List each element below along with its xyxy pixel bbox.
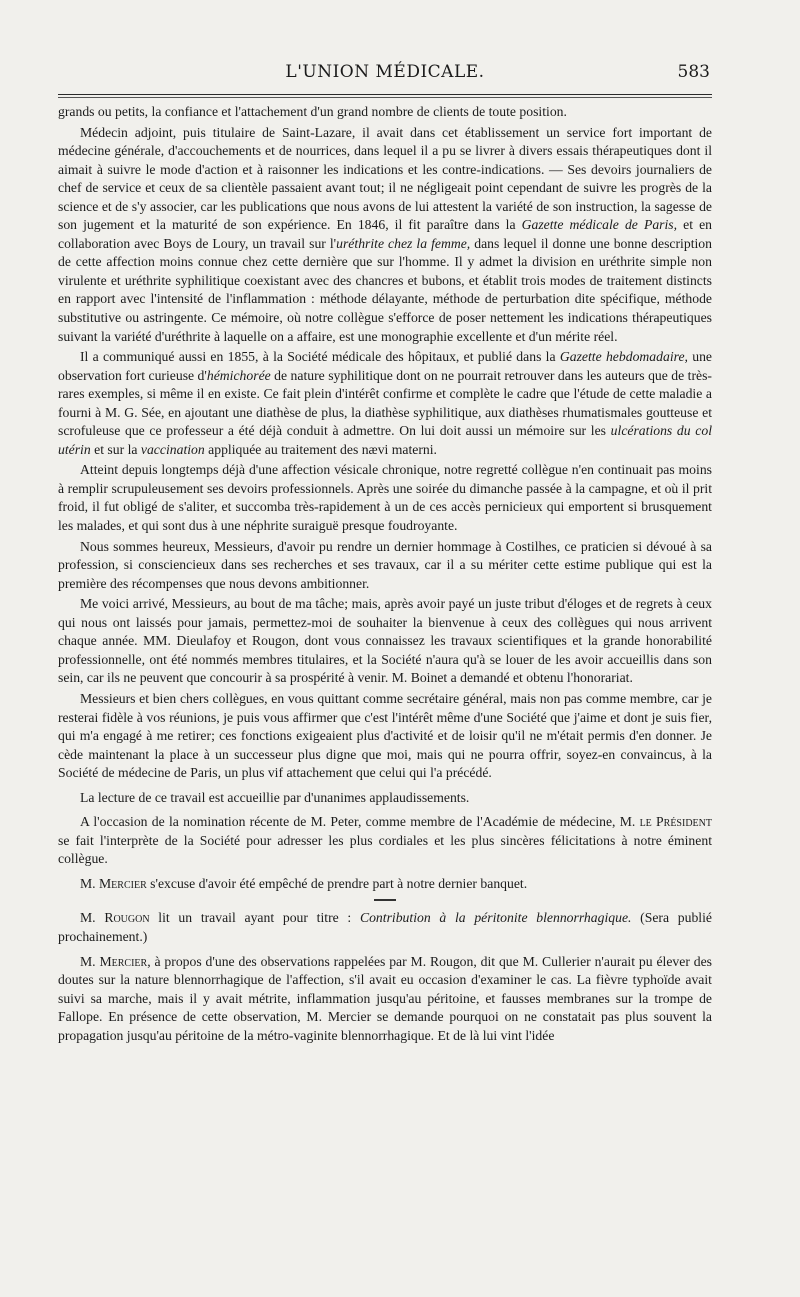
paragraph: Atteint depuis longtemps déjà d'une affection vésicale chronique, notre regretté collègue n'en continuait pas moins à remplir scrupuleusement ses devoirs professionnels. Après une soirée du dimanche passée à la campagne, et où il prit froid, il fut obligé de s'aliter, et succomba très-rapidement à un de ces accès pernicieux qui emportent si brusquement les malades, et qui sont dus à une néphrite suraiguë presque foudroyante.	[58, 462, 712, 534]
paragraph: Nous sommes heureux, Messieurs, d'avoir pu rendre un dernier hommage à Costilhes, ce praticien si dévoué à sa profession, si consciencieux dans ses recherches et ses travaux, car il a su mériter cette estime publique qui est la première des récompenses que nous devons ambitionner.	[58, 538, 712, 591]
body-text	[58, 103, 712, 1047]
paragraph: M. Mercier s'excuse d'avoir été empêché de prendre part à notre dernier banquet.	[80, 875, 528, 891]
paragraph: A l'occasion de la nomination récente de M. Peter, comme membre de l'Académie de médecine, M. le Président se fait l'interprète de la Société pour adresser les plus cordiales et les plus sincères félicitations à notre éminent collègue.	[58, 814, 712, 867]
header-rule-thin	[58, 97, 712, 98]
page-number: 583	[677, 62, 710, 82]
paragraph: grands ou petits, la confiance et l'attachement d'un grand nombre de clients de toute position.	[58, 104, 567, 119]
paragraph: Messieurs et bien chers collègues, en vous quittant comme secrétaire général, mais non pas comme membre, car je resterai fidèle à vos réunions, je puis vous affirmer que c'est l'intérêt même d'une Société que j'aime et dont je suis fier, qui m'a engagé à me retirer; ces fonctions exigeaient plus d'activité et de loisir qu'il ne m'était permis d'en donner. Je cède maintenant la place à un successeur plus digne que moi, mais qui ne pourra offrir, soyez-en convaincus, à la Société de médecine de Paris, un plus vif attachement que celui qui l'a précédé.	[58, 690, 712, 781]
paragraph: Médecin adjoint, puis titulaire de Saint-Lazare, il avait dans cet établissement un service fort important de médecine générale, d'accouchements et de nourrices, dans lequel il a pu se livrer à divers essais thérapeutiques dont il aimait à suivre le mode d'action et à raisonner les indications et les contre-indications. — Ses devoirs journaliers de chef de service et ceux de sa clientèle passaient avant tout; il ne négligeait point cependant de suivre les progrès de la science et de s'y associer, car les publications que nous avons de lui attestent la variété de son instruction, la sagesse de son jugement et la maturité de son expérience. En 1846, il fit paraître dans la Gazette médicale de Paris, et en collaboration avec Boys de Loury, un travail sur l'uréthrite chez la femme, dans lequel il donne une bonne description de cette affection moins connue chez cette dernière que sur l'homme. Il y admet la division en uréthrite simple non virulente et uréthrite syphilitique coexistant avec des chancres et bubons, et établit trois modes de traitement distincts en rapport avec l'intensité de l'inflammation : méthode délayante, méthode de perturbation dite spécifique, méthode substitutive ou astringente. Ce mémoire, où notre collègue s'efforce de poser nettement les indications thérapeutiques suivant la variété d'uréthrite à laquelle on a affaire, est une monographie excellente et d'un mérite réel.	[58, 124, 712, 344]
section-separator	[374, 899, 396, 901]
page-header	[58, 58, 712, 88]
paragraph: M. Rougon lit un travail ayant pour titre : Contribution à la péritonite blennorrhagique. (Sera publié prochainement.)	[58, 910, 712, 944]
paragraph: Me voici arrivé, Messieurs, au bout de ma tâche; mais, après avoir payé un juste tribut d'éloges et de regrets à ceux qui nous ont laissés pour jamais, permettez-moi de souhaiter la bienvenue à ceux des collègues qui nous arrivent chaque année. MM. Dieulafoy et Rougon, dont vous connaissez les travaux scientifiques et la grande honorabilité professionnelle, ont été nommés membres titulaires, et la Société n'aura qu'à se louer de les avoir accueillis dans son sein, car ils ne peuvent que concourir à sa prospérité à venir. M. Boinet a demandé et obtenu l'honorariat.	[58, 596, 712, 686]
running-title: L'UNION MÉDICALE.	[285, 62, 485, 82]
paragraph: Il a communiqué aussi en 1855, à la Société médicale des hôpitaux, et publié dans la Gazette hebdomadaire, une observation fort curieuse d'hémichorée de nature syphilitique dont on ne pourrait retrouver dans les auteurs que de très-rares exemples, si même il en existe. Ce fait plein d'intérêt confirme et complète le cadre que l'étude de cette maladie a fourni à M. G. Sée, en ajoutant une diathèse de plus, la diathèse syphilitique, aux diathèses rhumatismales goutteuse et scrofuleuse que ce professeur a été déjà conduit à admettre. On lui doit aussi un mémoire sur les ulcérations du col utérin et sur la vaccination appliquée au traitement des nævi materni.	[58, 349, 713, 457]
paragraph: La lecture de ce travail est accueillie par d'unanimes applaudissements.	[80, 789, 470, 805]
paragraph: M. Mercier, à propos d'une des observations rappelées par M. Rougon, dit que M. Cullerier n'aurait pu élever des doutes sur la nature blennorrhagique de l'affection, s'il avait eu occasion d'examiner le cas. La fièvre typhoïde avait suivi sa marche, mais il y avait métrite, inflammation jusqu'au péritoine, et fausses membranes sur la trompe de Fallope. En présence de cette observation, M. Mercier se demande pourquoi on ne constatait pas plus souvent la propagation jusqu'au péritoine de la métro-vaginite blennorrhagique. Et de là lui vint l'idée	[58, 953, 713, 1043]
header-rule	[58, 94, 712, 95]
